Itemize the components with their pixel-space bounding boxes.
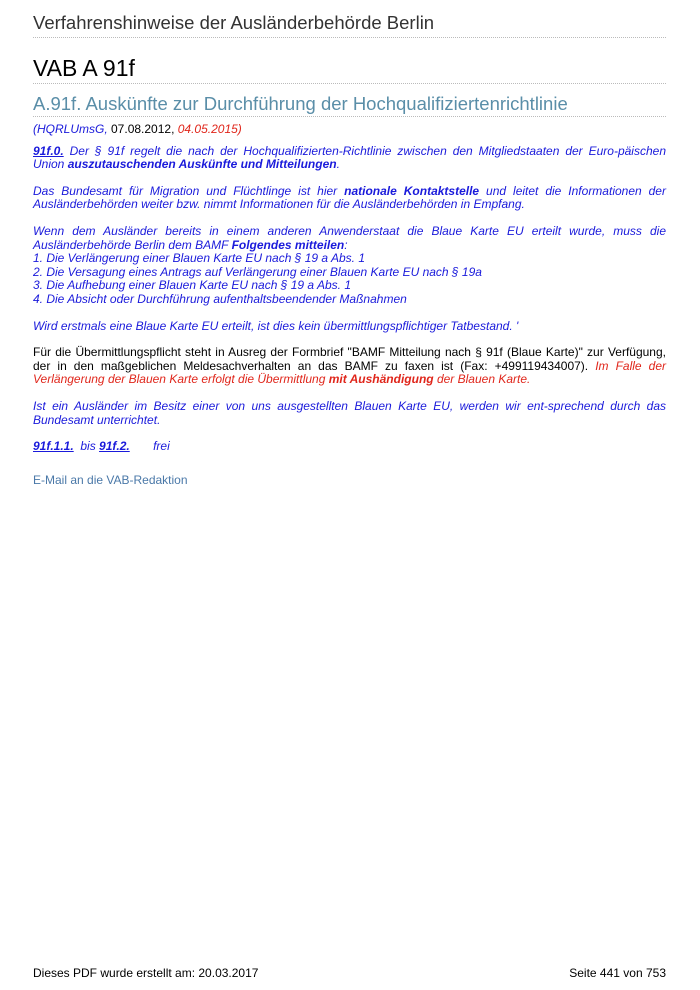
paragraph-contact-text2: und leitet die Informationen der Ausländerbehörden weiter bzw. nimmt Informationen für die Ausländerbehörden in Empfang.: [33, 183, 666, 212]
footer-page-number: Seite 441 von 753: [569, 966, 666, 980]
anchor-link-91f0[interactable]: 91f.0.: [33, 143, 64, 158]
meta-date-changed: 04.05.2015): [177, 122, 242, 136]
paragraph-contact-point: [33, 185, 666, 212]
paragraph-notify-text1: Wenn dem Ausländer bereits in einem anderen Anwenderstaat die Blaue Karte EU erteilt wurde, muss die Ausländerbehörde Berlin dem BAMF: [33, 223, 666, 252]
meta-law: (HQRLUmsG,: [33, 122, 108, 136]
title-divider: [33, 83, 666, 84]
paragraph-transmission-red1: Im Falle der Verlängerung der Blauen Karte erfolgt die Übermittlung: [33, 358, 666, 387]
paragraph-91f0-text: Der § 91f regelt die nach der Hochqualifizierten-Richtlinie zwischen den Mitgliedstaaten der Euro-päischen Union: [33, 143, 666, 172]
section-title: A.91f. Auskünfte zur Durchführung der Hochqualifiziertenrichtlinie: [33, 93, 568, 114]
range-connector: bis: [73, 439, 100, 454]
footer-created-date: Dieses PDF wurde erstellt am: 20.03.2017: [33, 966, 259, 980]
paragraph-notify-text2: :: [344, 237, 348, 252]
paragraph-transmission-red2: der Blauen Karte.: [433, 372, 531, 387]
list-item: 2. Die Versagung eines Antrags auf Verlängerung einer Blauen Karte EU nach § 19a: [33, 264, 482, 279]
paragraph-first-issue: Wird erstmals eine Blaue Karte EU erteilt, ist dies kein übermittlungspflichtiger Tatbestand. ': [33, 318, 519, 333]
notify-list: [33, 252, 666, 306]
list-item: 4. Die Absicht oder Durchführung aufenthaltsbeendender Maßnahmen: [33, 291, 407, 306]
site-title: Verfahrenshinweise der Ausländerbehörde Berlin: [33, 12, 435, 33]
section-divider: [33, 116, 666, 117]
paragraph-notify: [33, 225, 666, 252]
email-redaktion-link[interactable]: E-Mail an die VAB-Redaktion: [33, 473, 188, 487]
paragraph-notify-bold: Folgendes mitteilen: [231, 237, 345, 252]
header-divider: [33, 37, 666, 38]
anchor-link-91f1-1[interactable]: 91f.1.1.: [33, 439, 74, 454]
meta-date-original: 07.08.2012,: [107, 122, 178, 136]
list-item: 1. Die Verlängerung einer Blauen Karte EU nach § 19 a Abs. 1: [33, 251, 365, 266]
paragraph-91f1-range: [33, 440, 666, 454]
paragraph-91f0-bold: auszutauschenden Auskünfte und Mitteilungen: [67, 157, 337, 172]
document-title: VAB A 91f: [33, 55, 135, 81]
paragraph-transmission: [33, 346, 666, 387]
range-status: frei: [129, 439, 170, 454]
paragraph-transmission-text: Für die Übermittlungspflicht steht in Ausreg der Formbrief "BAMF Mitteilung nach § 91f (Blaue Karte)" zur Verfügung, der in den maßgeblichen Meldesachverhalten an das BAMF zu faxen ist (Fax: +499119434007).: [33, 345, 666, 373]
paragraph-informed: Ist ein Ausländer im Besitz einer von uns ausgestellten Blauen Karte EU, werden wir ent-sprechend durch das Bundesamt unterrichtet.: [33, 398, 666, 427]
paragraph-contact-text1: Das Bundesamt für Migration und Flüchtlinge ist hier: [33, 183, 345, 198]
paragraph-transmission-red-bold: mit Aushändigung: [328, 372, 434, 387]
paragraph-91f0-end: .: [336, 157, 340, 172]
meta-line: [33, 123, 666, 137]
paragraph-contact-bold: nationale Kontaktstelle: [344, 183, 480, 198]
paragraph-91f0: [33, 145, 666, 172]
document-body: [33, 123, 666, 454]
anchor-link-91f2[interactable]: 91f.2.: [99, 439, 130, 454]
list-item: 3. Die Aufhebung einer Blauen Karte EU nach § 19 a Abs. 1: [33, 278, 351, 293]
